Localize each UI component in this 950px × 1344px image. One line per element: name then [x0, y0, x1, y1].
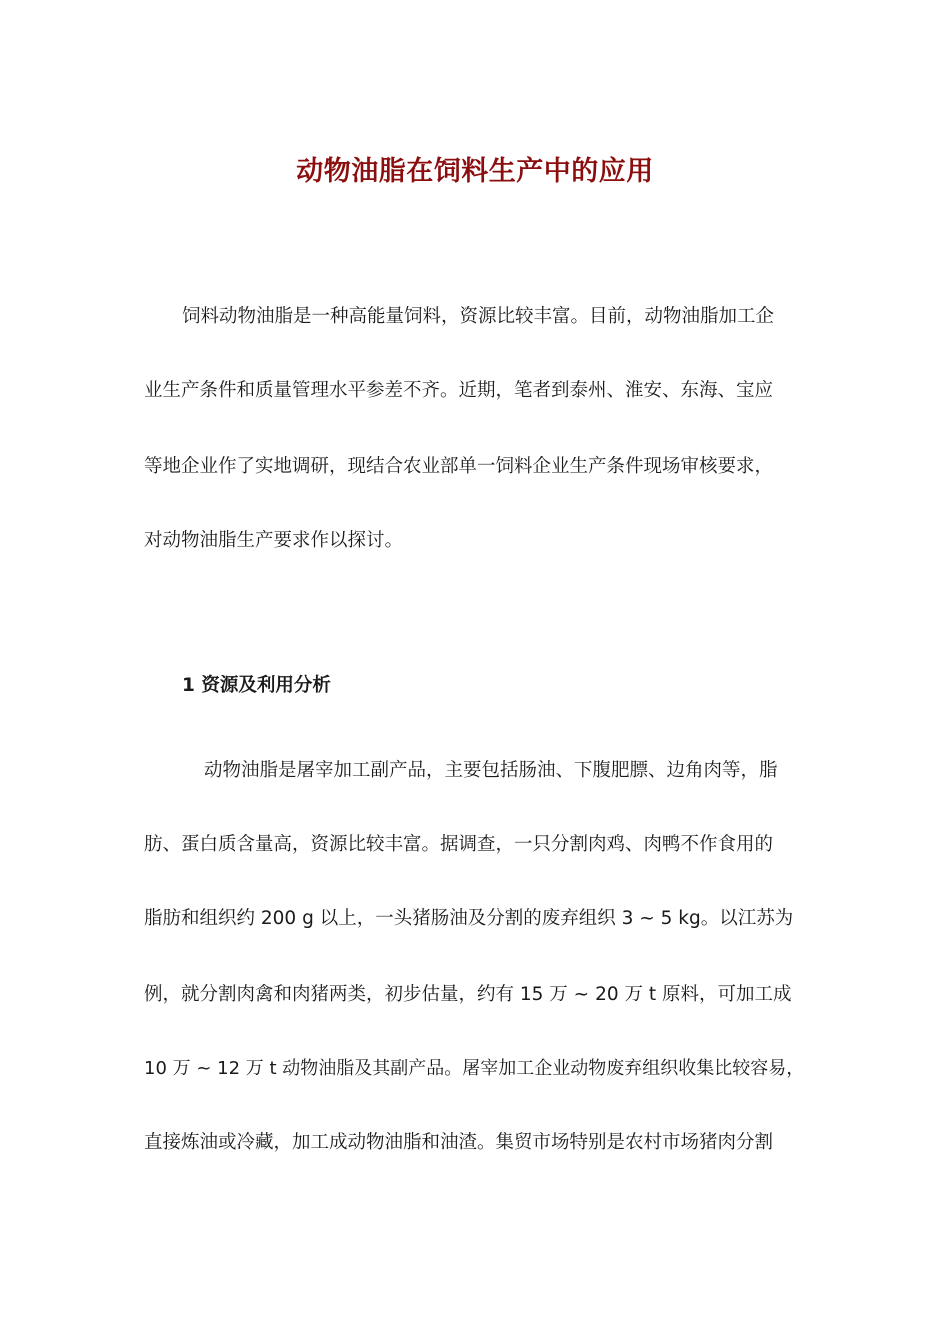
paragraph-2-line-6: 直接炼油或冷藏，加工成动物油脂和油渣。集贸市场特别是农村市场猪肉分割	[144, 1132, 774, 1153]
document-title: 动物油脂在饲料生产中的应用	[296, 156, 654, 187]
paragraph-2-line-4: 例，就分割肉禽和肉猪两类，初步估量，约有 15 万 ~ 20 万 t 原料，可加工成	[144, 984, 792, 1005]
paragraph-1-line-1: 饲料动物油脂是一种高能量饲料，资源比较丰富。目前，动物油脂加工企	[182, 306, 775, 327]
paragraph-2-line-3: 脂肪和组织约 200 g 以上，一头猪肠油及分割的废弃组织 3 ~ 5 kg。以江苏为	[144, 908, 794, 929]
paragraph-2-line-5: 10 万 ~ 12 万 t 动物油脂及其副产品。屠宰加工企业动物废弃组织收集比较容易，	[144, 1058, 805, 1079]
paragraph-1-line-3: 等地企业作了实地调研，现结合农业部单一饲料企业生产条件现场审核要求，	[144, 456, 774, 477]
paragraph-1-line-2: 业生产条件和质量管理水平参差不齐。近期，笔者到泰州、淮安、东海、宝应	[144, 380, 774, 401]
section-1-heading: 1 资源及利用分析	[182, 675, 331, 696]
paragraph-2-line-1: 动物油脂是屠宰加工副产品，主要包括肠油、下腹肥膘、边角肉等，脂	[204, 760, 778, 781]
paragraph-2-line-2: 肪、蛋白质含量高，资源比较丰富。据调查，一只分割肉鸡、肉鸭不作食用的	[144, 834, 774, 855]
paragraph-1-line-4: 对动物油脂生产要求作以探讨。	[144, 530, 404, 551]
